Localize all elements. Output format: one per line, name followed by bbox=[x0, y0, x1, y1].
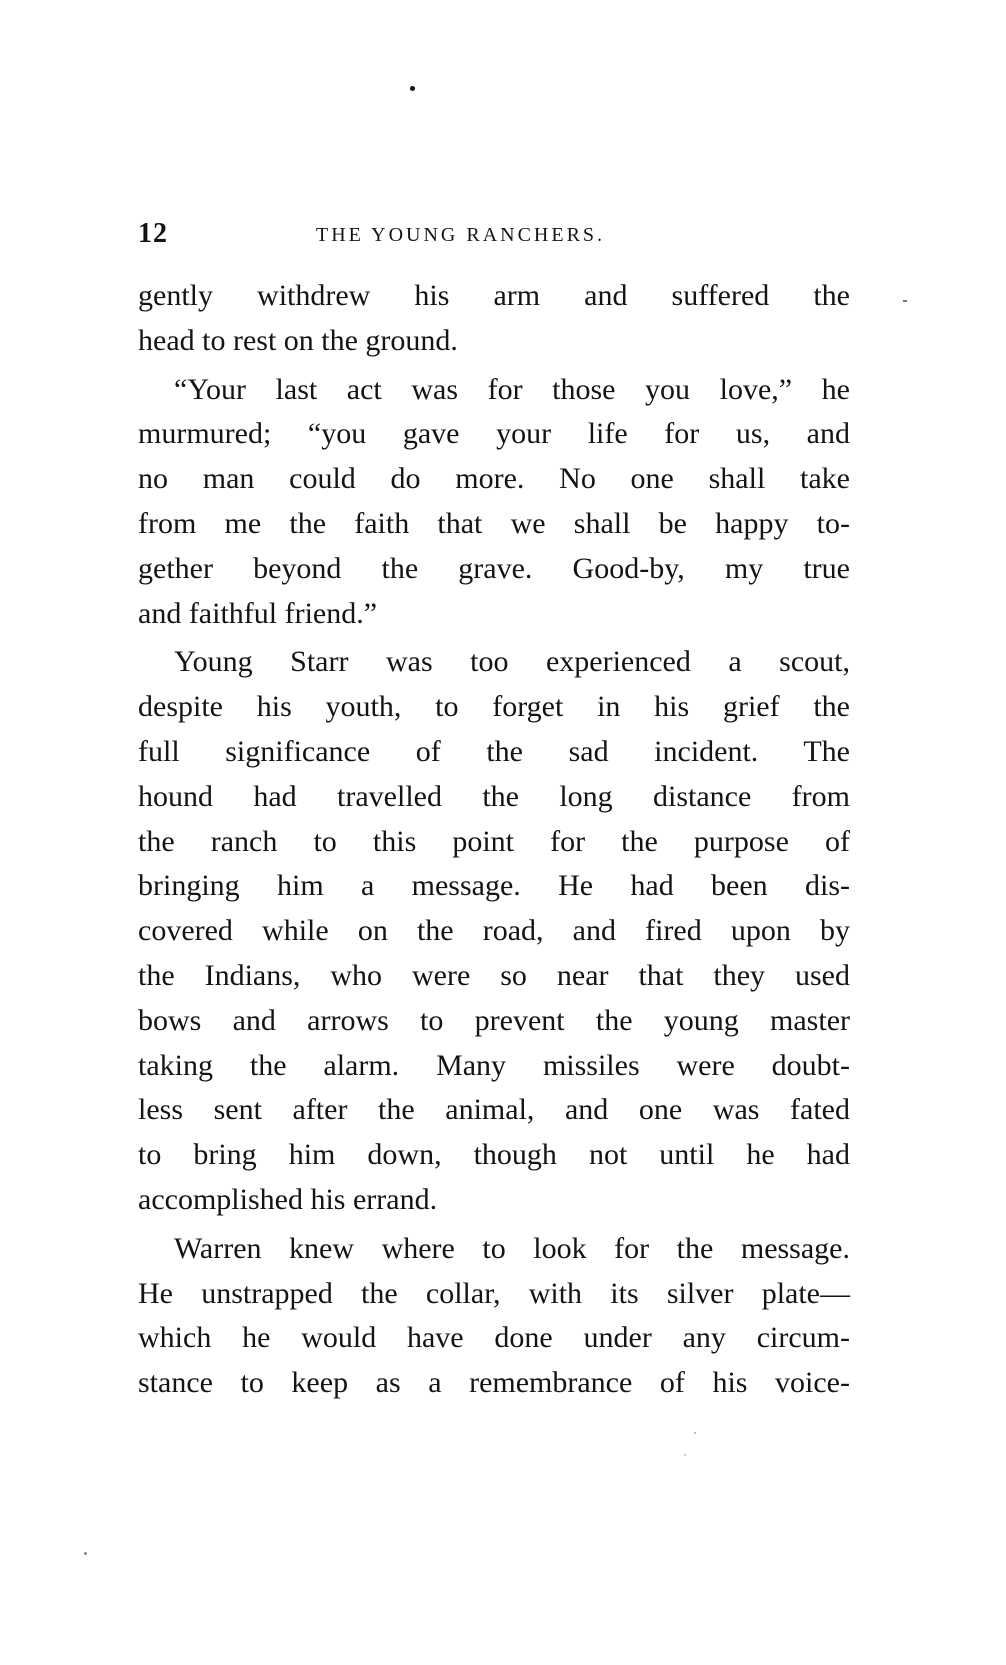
text-line: gether beyond the grave. Good-by, my true bbox=[138, 551, 850, 585]
paragraph-4 bbox=[138, 1227, 850, 1406]
ink-speck bbox=[903, 300, 907, 302]
page-header bbox=[138, 216, 850, 252]
text-line: Young Starr was too experienced a scout, bbox=[174, 645, 850, 679]
text-line: less sent after the animal, and one was fated bbox=[138, 1093, 850, 1127]
body-text bbox=[138, 274, 850, 1410]
ink-speck bbox=[694, 1432, 696, 1434]
text-line: no man could do more. No one shall take bbox=[138, 462, 850, 496]
paragraph-3 bbox=[138, 640, 850, 1222]
paragraph-1 bbox=[138, 274, 850, 364]
paragraph-2 bbox=[138, 368, 850, 637]
ink-speck bbox=[684, 1454, 686, 1456]
text-line: which he would have done under any circum- bbox=[138, 1321, 850, 1355]
text-line: covered while on the road, and fired upon by bbox=[138, 914, 850, 948]
text-line: to bring him down, though not until he had bbox=[138, 1138, 850, 1172]
text-line: head to rest on the ground. bbox=[138, 323, 458, 357]
text-line: bows and arrows to prevent the young master bbox=[138, 1003, 850, 1037]
text-line: bringing him a message. He had been dis- bbox=[138, 869, 850, 903]
text-line: the Indians, who were so near that they used bbox=[138, 958, 850, 992]
text-line: hound had travelled the long distance from bbox=[138, 779, 850, 813]
text-line: Warren knew where to look for the message. bbox=[174, 1231, 850, 1265]
text-line: stance to keep as a remembrance of his voice- bbox=[138, 1366, 850, 1400]
ink-speck bbox=[84, 1552, 87, 1555]
text-line: gently withdrew his arm and suffered the bbox=[138, 279, 850, 312]
text-line: accomplished his errand. bbox=[138, 1182, 438, 1216]
text-line: and faithful friend.” bbox=[138, 596, 378, 630]
text-line: He unstrapped the collar, with its silver plate— bbox=[138, 1276, 850, 1310]
page-number: 12 bbox=[138, 218, 168, 249]
text-line: the ranch to this point for the purpose of bbox=[138, 824, 850, 858]
text-line: despite his youth, to forget in his grief the bbox=[138, 690, 850, 724]
text-line: full significance of the sad incident. The bbox=[138, 734, 850, 768]
text-line: “Your last act was for those you love,” he bbox=[174, 372, 850, 406]
text-line: murmured; “you gave your life for us, and bbox=[138, 417, 850, 451]
text-line: taking the alarm. Many missiles were doubt- bbox=[138, 1048, 850, 1082]
text-line: from me the faith that we shall be happy to- bbox=[138, 506, 850, 540]
ink-speck bbox=[410, 86, 415, 91]
running-head: THE YOUNG RANCHERS. bbox=[316, 224, 606, 246]
